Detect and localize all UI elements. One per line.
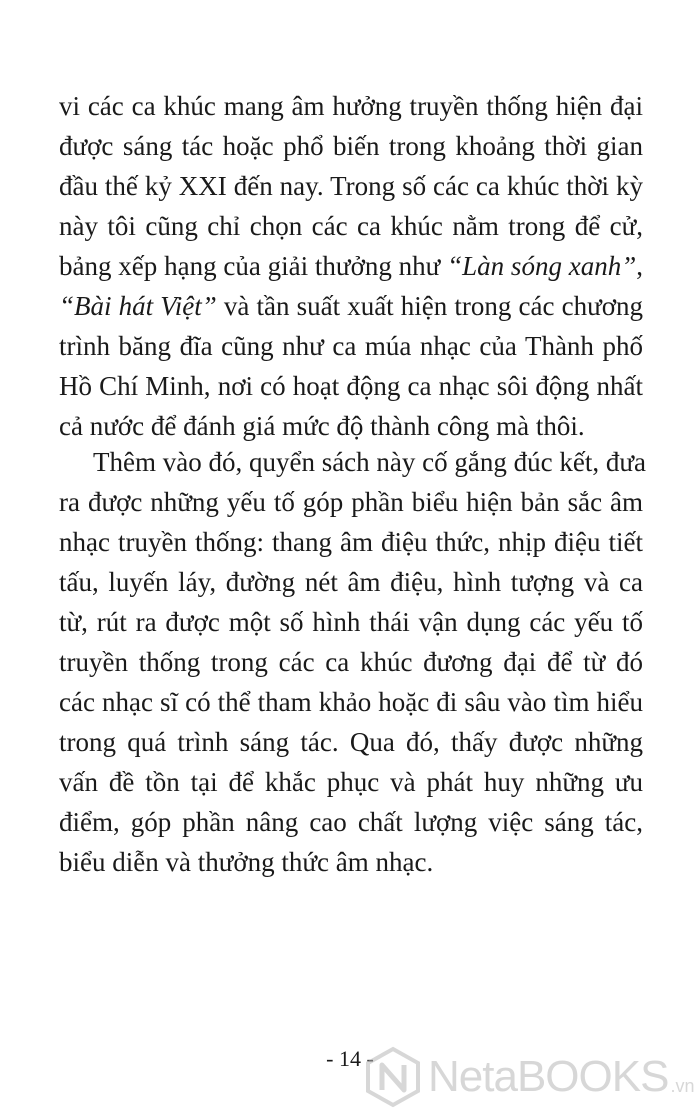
text-line: được sáng tác hoặc phổ biến trong khoảng thời gian [59,131,643,161]
text-line-indented: Thêm vào đó, quyển sách này cố gắng đúc kết, đưa [93,447,646,477]
netabooks-watermark [364,1044,695,1110]
text-line: điểm, góp phần nâng cao chất lượng việc sáng tác, [59,807,643,837]
award-title-bai-hat-viet: “Bài hát Việt” [59,291,217,321]
text-line: này tôi cũng chỉ chọn các ca khúc nằm trong để cử, [59,211,643,241]
text-line-last: cả nước để đánh giá mức độ thành công mà thôi. [59,411,585,441]
text-line: truyền thống trong các ca khúc đương đại để từ đó [59,647,643,677]
text-line [59,286,643,326]
netabooks-logo-icon [364,1046,422,1108]
text-segment: bảng xếp hạng của giải thưởng như [59,251,448,281]
text-line [59,246,643,286]
text-segment: và tần suất xuất hiện trong các chương [216,291,643,321]
award-title-lan-song-xanh: “Làn sóng xanh” [447,251,637,281]
watermark-suffix: .vn [670,1075,695,1096]
text-line: Hồ Chí Minh, nơi có hoạt động ca nhạc sôi động nhất [59,371,643,401]
text-line: các nhạc sĩ có thể tham khảo hoặc đi sâu vào tìm hiểu [59,687,643,717]
text-line: trình băng đĩa cũng như ca múa nhạc của Thành phố [59,331,643,361]
text-line: từ, rút ra được một số hình thái vận dụng các yếu tố [59,607,643,637]
text-line: vấn đề tồn tại để khắc phục và phát huy những ưu [59,767,643,797]
text-line: vi các ca khúc mang âm hưởng truyền thống hiện đại [59,91,643,121]
text-line: trong quá trình sáng tác. Qua đó, thấy được những [59,727,643,757]
text-line: đầu thế kỷ XXI đến nay. Trong số các ca khúc thời kỳ [59,171,643,201]
text-line: tấu, luyến láy, đường nét âm điệu, hình tượng và ca [59,567,643,597]
watermark-brand: NetaBOOKS [428,1052,669,1101]
text-line-last: biểu diễn và thưởng thức âm nhạc. [59,847,434,877]
text-segment: , [636,251,643,281]
text-line: nhạc truyền thống: thang âm điệu thức, nhịp điệu tiết [59,527,643,557]
text-line: ra được những yếu tố góp phần biểu hiện bản sắc âm [59,487,643,517]
page-number: - 14 - [326,1046,374,1071]
